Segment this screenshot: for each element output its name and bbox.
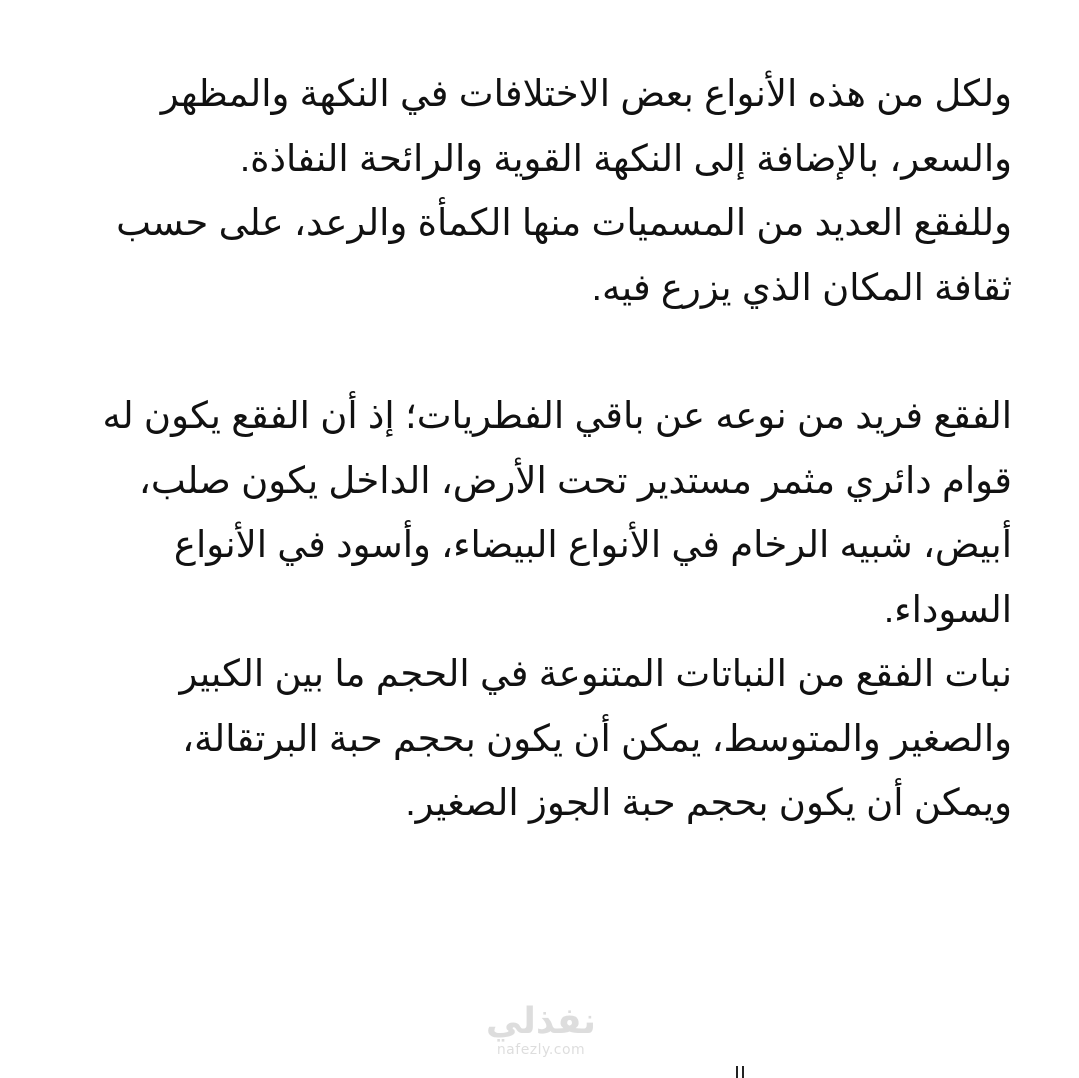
text-line: الفقع فريد من نوعه عن باقي الفطريات؛ إذ أن الفقع يكون له xyxy=(102,395,1012,436)
text-line: والسعر، بالإضافة إلى النكهة القوية والرائحة النفاذة. xyxy=(239,137,1012,179)
text-line: نبات الفقع من النباتات المتنوعة في الحجم ما بين الكبير xyxy=(179,653,1012,694)
text-line: السوداء. xyxy=(883,588,1012,630)
text-line: ولكل من هذه الأنواع بعض الاختلافات في النكهة والمظهر xyxy=(160,73,1012,114)
text-line: أبيض، شبيه الرخام في الأنواع البيضاء، وأسود في الأنواع xyxy=(173,524,1012,565)
text-fragment-stroke xyxy=(742,1066,744,1078)
text-line: قوام دائري مثمر مستدير تحت الأرض، الداخل يكون صلب، xyxy=(138,459,1012,501)
paragraph-spacer xyxy=(70,320,1012,384)
document-body xyxy=(70,62,1012,836)
text-fragment-stroke xyxy=(736,1066,738,1078)
watermark-arabic: نفذلي xyxy=(485,1001,597,1042)
paragraph-size xyxy=(70,642,1012,836)
text-line: ويمكن أن يكون بحجم حبة الجوز الصغير. xyxy=(405,782,1012,823)
text-line: وللفقع العديد من المسميات منها الكمأة والرعد، على حسب xyxy=(116,202,1012,243)
watermark-logo xyxy=(466,1002,616,1058)
text-line: والصغير والمتوسط، يمكن أن يكون بحجم حبة البرتقالة، xyxy=(182,717,1012,759)
paragraph-description xyxy=(70,384,1012,642)
cropped-text-fragment xyxy=(730,1066,770,1078)
paragraph-names xyxy=(70,191,1012,320)
text-line: ثقافة المكان الذي يزرع فيه. xyxy=(591,266,1012,308)
watermark-latin: nafezly.com xyxy=(496,1042,586,1058)
paragraph-flavor-differences xyxy=(70,62,1012,191)
